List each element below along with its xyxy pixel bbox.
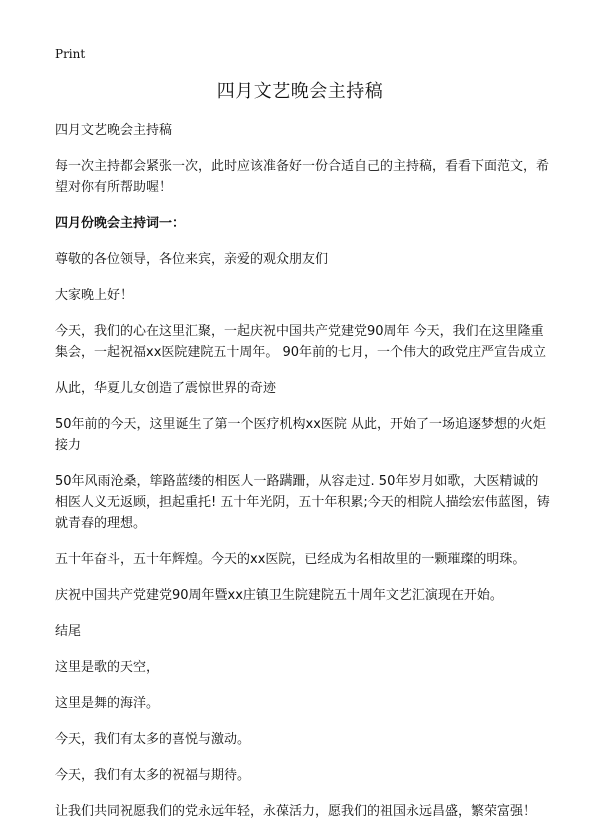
paragraph-gathering: 今天，我们的心在这里汇聚，一起庆祝中国共产党建党90周年 今天，我们在这里隆重集会，一起祝福xx医院建院五十周年。 90年前的七月，一个伟大的政党庄严宣告成立	[55, 324, 547, 360]
paragraph-joy: 今天，我们有太多的喜悦与激动。	[55, 732, 251, 747]
paragraph-founding: 50年前的今天，这里诞生了第一个医疗机构xx医院 从此，开始了一场追逐梦想的火炬接力	[55, 417, 547, 453]
paragraph-opening: 庆祝中国共产党建党90周年暨xx庄镇卫生院建院五十周年文艺汇演现在开始。	[55, 588, 503, 603]
paragraph-wishes: 今天，我们有太多的祝福与期待。	[55, 768, 251, 783]
paragraph-closing-wish: 让我们共同祝愿我们的党永远年轻，永葆活力，愿我们的祖国永远昌盛，繁荣富强！	[55, 804, 537, 819]
paragraph-song-sky: 这里是歌的天空，	[55, 660, 160, 675]
paragraph-ending-label: 结尾	[55, 624, 82, 639]
paragraph-struggle: 五十年奋斗，五十年辉煌。今天的xx医院，已经成为名相故里的一颗璀璨的明珠。	[55, 552, 526, 567]
document-body	[55, 120, 550, 837]
intro-paragraph: 每一次主持都会紧张一次，此时应该准备好一份合适自己的主持稿，看看下面范文，希望对你有所帮助喔！	[55, 159, 550, 195]
paragraph-fifty-years: 50年风雨沧桑，筚路蓝缕的相医人一路蹒跚，从容走过. 50年岁月如歌，大医精诚的相医人义无返顾，担起重托! 五十年光阴，五十年积累;今天的相院人描绘宏伟蓝图，铸就青春的理想。	[55, 474, 550, 531]
paragraph-greeting: 尊敬的各位领导，各位来宾，亲爱的观众朋友们	[55, 252, 329, 267]
paragraph-dance-ocean: 这里是舞的海洋。	[55, 696, 160, 711]
section-heading: 四月份晚会主持词一：	[55, 216, 186, 231]
print-link[interactable]: Print	[55, 47, 86, 61]
paragraph-good-evening: 大家晚上好！	[55, 288, 134, 303]
subtitle-paragraph: 四月文艺晚会主持稿	[55, 123, 173, 138]
paragraph-miracle: 从此，华夏儿女创造了震惊世界的奇迹	[55, 381, 277, 396]
page-title: 四月文艺晚会主持稿	[216, 81, 384, 102]
